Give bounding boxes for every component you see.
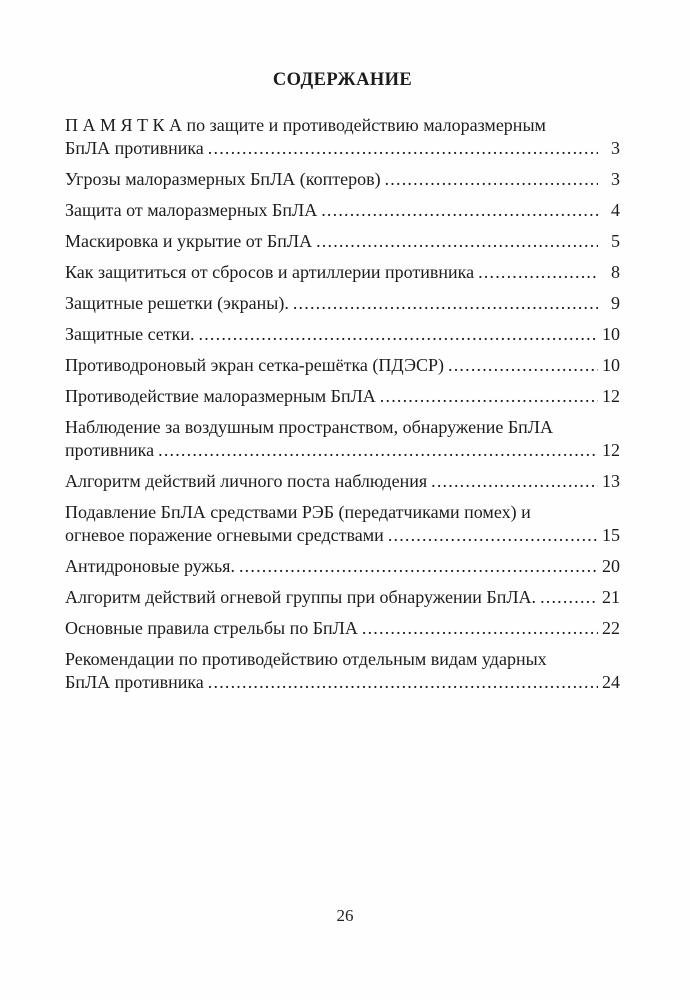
toc-entry-title: БпЛА противника <box>65 672 204 692</box>
toc-entry <box>65 416 620 462</box>
toc-entry-title: Маскировка и укрытие от БпЛА <box>65 231 313 251</box>
toc-entry-title: Угрозы малоразмерных БпЛА (коптеров) <box>65 169 381 189</box>
toc-entry-page-number: 20 <box>602 556 620 576</box>
toc-entry-title-line1: П А М Я Т К А по защите и противодействию малоразмерным <box>65 115 546 135</box>
toc-entry <box>65 617 620 640</box>
dot-leader <box>362 617 598 640</box>
toc-entry <box>65 501 620 547</box>
toc-entry-page-number: 10 <box>602 324 620 344</box>
dot-leader <box>293 292 598 315</box>
dot-leader <box>208 671 598 694</box>
toc-entry-page-number: 21 <box>602 587 620 607</box>
toc-entry <box>65 648 620 694</box>
toc-entry-title: Противодействие малоразмерным БпЛА <box>65 386 376 406</box>
toc-entry-title: БпЛА противника <box>65 138 204 158</box>
toc-entry <box>65 292 620 315</box>
toc-entry-page-number: 12 <box>602 386 620 406</box>
toc-entry-page-number: 9 <box>611 293 620 313</box>
page-title: СОДЕРЖАНИЕ <box>272 70 413 90</box>
toc-entry <box>65 385 620 408</box>
toc-entry-page-number: 24 <box>602 672 620 692</box>
dot-leader <box>380 385 598 408</box>
toc-entry <box>65 470 620 493</box>
toc-entry-title: Защитные сетки. <box>65 324 195 344</box>
dot-leader <box>199 323 598 346</box>
dot-leader <box>208 137 598 160</box>
toc-entry <box>65 168 620 191</box>
toc-entry <box>65 555 620 578</box>
toc-entry-page-number: 15 <box>602 525 620 545</box>
dot-leader <box>321 199 598 222</box>
toc-entry-page-number: 13 <box>602 471 620 491</box>
toc-entry <box>65 199 620 222</box>
toc-entry-page-number: 8 <box>611 262 620 282</box>
toc-entry-title: противника <box>65 440 155 460</box>
toc-entry <box>65 114 620 160</box>
footer-page-number: 26 <box>336 906 354 925</box>
toc-entry-title: Противодроновый экран сетка-решётка (ПДЭСР) <box>65 355 445 375</box>
toc-entry-title: Алгоритм действий огневой группы при обнаружении БпЛА. <box>65 587 537 607</box>
toc-entry-page-number: 4 <box>611 200 620 220</box>
dot-leader <box>158 439 598 462</box>
dot-leader <box>239 555 598 578</box>
toc-entry-title-line1: Рекомендации по противодействию отдельным видам ударных <box>65 649 547 669</box>
dot-leader <box>385 168 598 191</box>
toc-entry-title-line1: Подавление БпЛА средствами РЭБ (передатчиками помех) и <box>65 502 531 522</box>
toc-entry <box>65 586 620 609</box>
dot-leader <box>478 261 598 284</box>
dot-leader <box>540 586 598 609</box>
toc-entry-page-number: 10 <box>602 355 620 375</box>
toc-entry-page-number: 3 <box>611 138 620 158</box>
toc-entry <box>65 354 620 377</box>
dot-leader <box>388 524 598 547</box>
toc-entry <box>65 261 620 284</box>
toc-entry-title: Антидроновые ружья. <box>65 556 235 576</box>
toc-entry-title: огневое поражение огневыми средствами <box>65 525 384 545</box>
toc-entry-title: Основные правила стрельбы по БпЛА <box>65 618 358 638</box>
toc-entry-page-number: 3 <box>611 169 620 189</box>
toc-entry-title-line1: Наблюдение за воздушным пространством, обнаружение БпЛА <box>65 417 553 437</box>
toc-entry-title: Как защититься от сбросов и артиллерии противника <box>65 262 475 282</box>
dot-leader <box>431 470 598 493</box>
toc-entry-page-number: 5 <box>611 231 620 251</box>
toc-entry-page-number: 12 <box>602 440 620 460</box>
toc-entry-title: Защитные решетки (экраны). <box>65 293 289 313</box>
toc-entry <box>65 323 620 346</box>
toc-entry-title: Защита от малоразмерных БпЛА <box>65 200 318 220</box>
toc-entry-page-number: 22 <box>602 618 620 638</box>
toc-entry-title: Алгоритм действий личного поста наблюдения <box>65 471 428 491</box>
toc-entry <box>65 230 620 253</box>
dot-leader <box>316 230 598 253</box>
dot-leader <box>448 354 598 377</box>
